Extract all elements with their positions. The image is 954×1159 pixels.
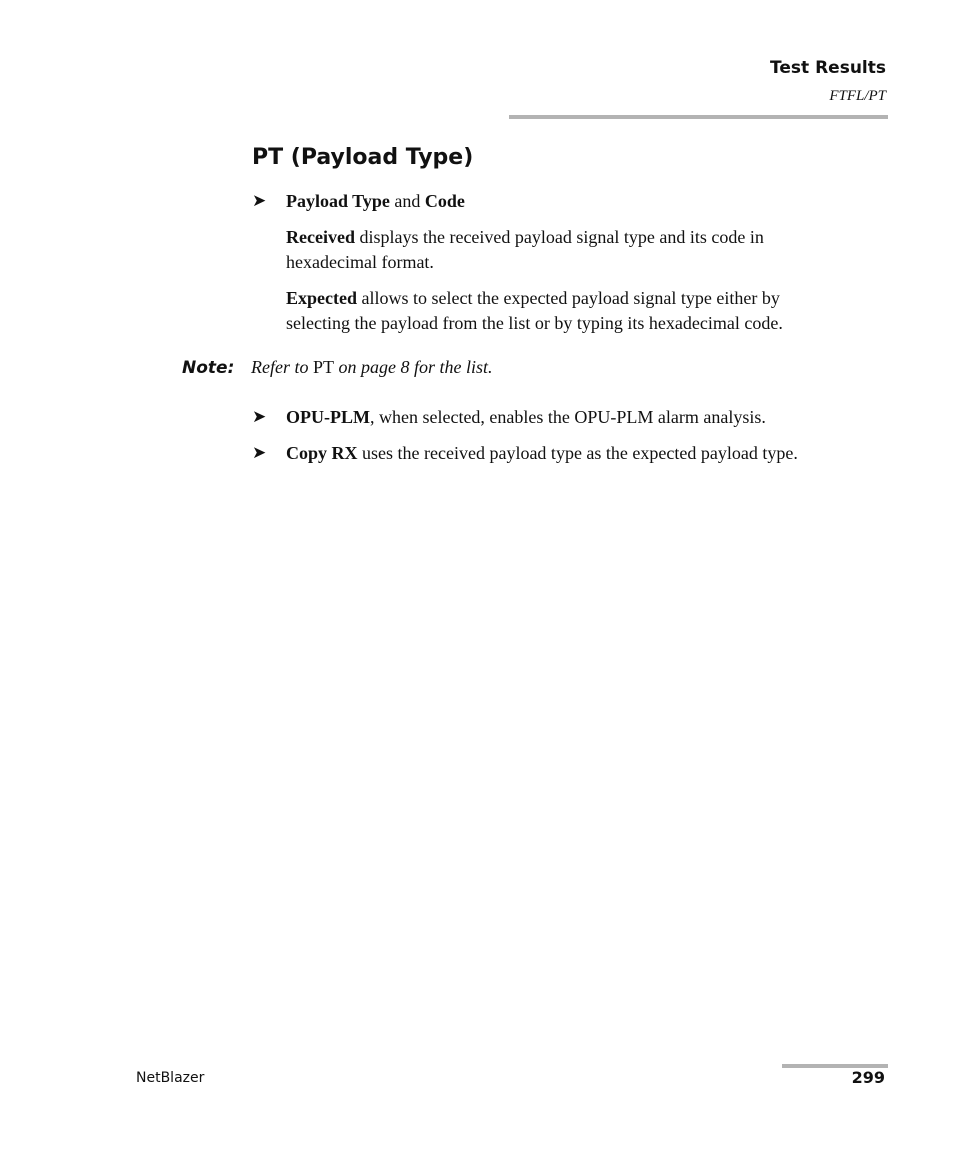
bold-term: Payload Type — [286, 191, 390, 211]
received-paragraph — [286, 225, 886, 274]
bullet-copy-rx — [252, 441, 892, 467]
paragraph-line — [286, 286, 886, 311]
connector-text: and — [389, 191, 425, 211]
header-rule — [509, 115, 888, 119]
paragraph-line: selecting the payload from the list or by typing its hexadecimal code. — [286, 312, 783, 333]
page-number: 299 — [851, 1068, 885, 1087]
note-link[interactable]: PT — [312, 357, 334, 377]
arrow-bullet-icon: ➤ — [252, 407, 267, 426]
bullet-body: , when selected, enables the OPU-PLM alarm analysis. — [369, 407, 766, 427]
bullet-payload-type — [252, 189, 892, 215]
paragraph-line — [286, 225, 886, 250]
note-suffix: on page 8 for the list. — [334, 357, 493, 377]
paragraph-text: displays the received payload signal type and its code in — [354, 227, 764, 247]
arrow-bullet-icon: ➤ — [252, 443, 267, 462]
bullet-text — [286, 189, 465, 213]
footer-product-name: NetBlazer — [136, 1070, 205, 1086]
note-label: Note: — [182, 358, 235, 378]
bullet-body: uses the received payload type as the expected payload type. — [357, 443, 798, 463]
bullet-text — [286, 405, 766, 429]
bullet-opu-plm — [252, 405, 892, 431]
bold-term: Code — [424, 191, 465, 211]
note-text — [251, 357, 493, 378]
bold-term: Copy RX — [286, 443, 358, 463]
expected-paragraph — [286, 286, 886, 335]
bold-term: Received — [286, 227, 355, 247]
bold-term: Expected — [286, 288, 357, 308]
paragraph-text: allows to select the expected payload signal type either by — [357, 288, 780, 308]
paragraph-line: hexadecimal format. — [286, 251, 434, 272]
arrow-bullet-icon: ➤ — [252, 191, 267, 210]
section-title: Test Results — [770, 58, 886, 78]
note-prefix: Refer to — [251, 357, 313, 377]
bullet-text — [286, 441, 798, 465]
page-heading: PT (Payload Type) — [252, 145, 474, 170]
bold-term: OPU-PLM — [286, 407, 370, 427]
section-subtitle: FTFL/PT — [829, 88, 886, 104]
